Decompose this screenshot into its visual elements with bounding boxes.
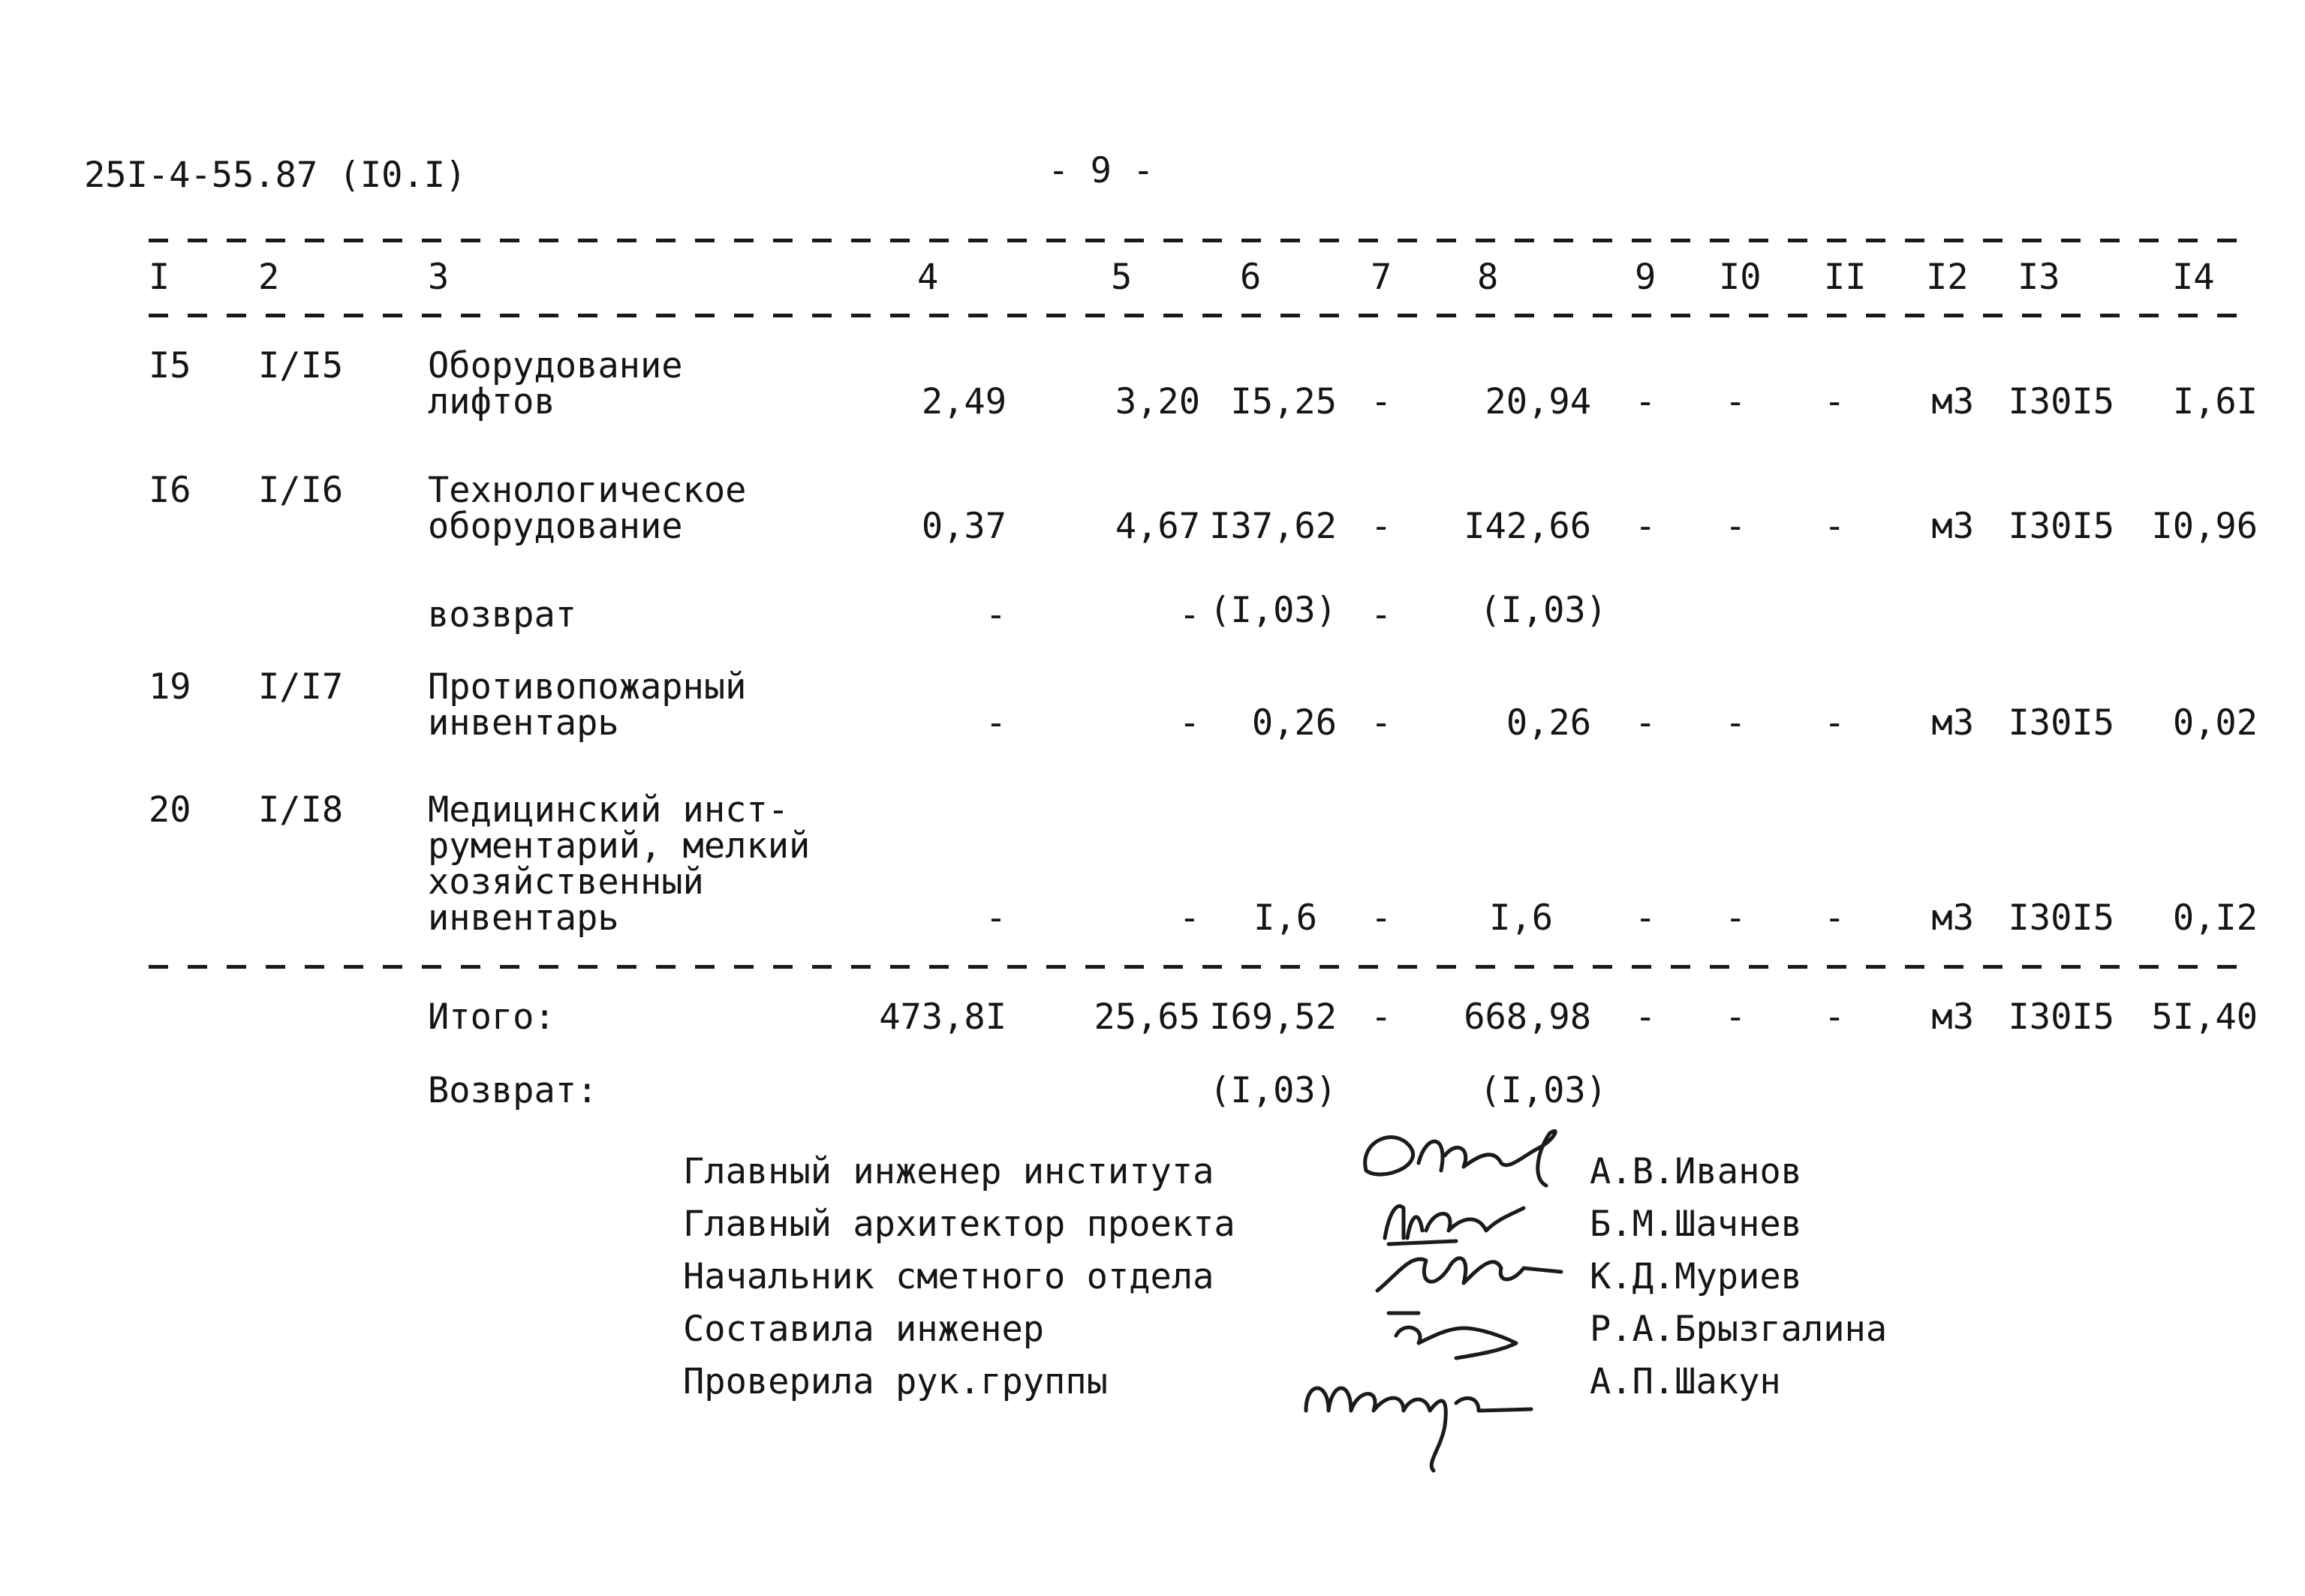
cell-col8: I,6 <box>1489 897 1553 939</box>
row-name-line: лифтов <box>428 381 555 422</box>
cell-col13: I30I5 <box>2008 702 2114 744</box>
signer-role: Главный инженер института <box>683 1151 1214 1192</box>
cell-col5: 4,67 <box>1115 506 1200 547</box>
total-col10: - <box>1725 996 1747 1038</box>
cell-col6: I37,62 <box>1209 506 1337 547</box>
table-header-rule <box>149 314 2250 317</box>
column-header: 5 <box>1111 257 1133 298</box>
cell-col7: - <box>1371 594 1392 636</box>
column-header: 9 <box>1635 257 1657 298</box>
column-header: I0 <box>1719 257 1762 298</box>
cell-col5: - <box>1178 702 1200 744</box>
cell-col14: 0,I2 <box>2172 897 2258 939</box>
column-header: 8 <box>1477 257 1499 298</box>
row-code: I/I5 <box>258 345 344 386</box>
column-header: I2 <box>1926 257 1969 298</box>
cell-col9: - <box>1635 506 1657 547</box>
total-col14: 5I,40 <box>2151 996 2258 1038</box>
column-header: 4 <box>917 257 939 298</box>
signer-name: Б.М.Шачнев <box>1590 1204 1802 1245</box>
column-header: I4 <box>2172 257 2215 298</box>
table-total-rule <box>149 965 2250 969</box>
row-code: I/I8 <box>258 789 344 831</box>
row-name-line: инвентарь <box>428 897 619 939</box>
cell-col7: - <box>1371 381 1392 422</box>
cell-col4: - <box>985 702 1007 744</box>
total-unit: м3 <box>1931 996 1974 1038</box>
cell-col13: I30I5 <box>2008 897 2114 939</box>
column-header: 7 <box>1371 257 1392 298</box>
row-name-line: рументарий, мелкий <box>428 825 811 867</box>
total-label: Итого: <box>428 996 555 1038</box>
cell-col10: - <box>1725 897 1747 939</box>
signer-role: Главный архитектор проекта <box>683 1204 1235 1245</box>
cell-col4: - <box>985 897 1007 939</box>
row-name-line: Медицинский инст- <box>428 789 790 831</box>
column-header: I <box>149 257 170 298</box>
cell-col4: 2,49 <box>921 381 1007 422</box>
cell-col6: 0,26 <box>1251 702 1337 744</box>
cell-col14: I,6I <box>2172 381 2258 422</box>
row-number: 20 <box>149 789 191 831</box>
total-col8: 668,98 <box>1464 996 1591 1038</box>
cell-col5: 3,20 <box>1115 381 1200 422</box>
cell-col8: 20,94 <box>1485 381 1591 422</box>
signer-role: Начальник сметного отдела <box>683 1256 1214 1297</box>
total-col9: - <box>1635 996 1657 1038</box>
row-name-line: Противопожарный <box>428 666 747 708</box>
row-code: I/I6 <box>258 470 344 511</box>
document-code: 25I-4-55.87 (I0.I) <box>84 155 467 196</box>
cell-col9: - <box>1635 702 1657 744</box>
column-header: 3 <box>428 257 450 298</box>
cell-col11: - <box>1824 381 1846 422</box>
signer-role: Составила инженер <box>683 1309 1045 1350</box>
column-header: 2 <box>258 257 280 298</box>
total-col7: - <box>1371 996 1392 1038</box>
cell-col11: - <box>1824 702 1846 744</box>
row-name-line: оборудование <box>428 506 683 547</box>
row-name-line: возврат <box>428 594 577 636</box>
column-header: I3 <box>2018 257 2060 298</box>
row-name-line: Технологическое <box>428 470 747 511</box>
row-number: 19 <box>149 666 191 708</box>
cell-col14: I0,96 <box>2151 506 2258 547</box>
total-col13: I30I5 <box>2008 996 2114 1038</box>
row-name-line: Оборудование <box>428 345 683 386</box>
cell-col8: (I,03) <box>1479 590 1607 631</box>
row-number: I6 <box>149 470 191 511</box>
cell-col8: I42,66 <box>1464 506 1591 547</box>
cell-col7: - <box>1371 506 1392 547</box>
signer-name: А.В.Иванов <box>1590 1151 1802 1192</box>
cell-col6: I,6 <box>1253 897 1317 939</box>
cell-col6: I5,25 <box>1230 381 1337 422</box>
cell-unit: м3 <box>1931 506 1974 547</box>
page-number: - 9 - <box>1048 150 1154 191</box>
signer-name: А.П.Шакун <box>1590 1361 1781 1402</box>
return-col8: (I,03) <box>1479 1070 1607 1111</box>
table-header-row <box>0 257 2305 298</box>
cell-col8: 0,26 <box>1506 702 1591 744</box>
cell-col13: I30I5 <box>2008 381 2114 422</box>
cell-col13: I30I5 <box>2008 506 2114 547</box>
signer-role: Проверила рук.группы <box>683 1361 1108 1402</box>
return-col6: (I,03) <box>1209 1070 1337 1111</box>
cell-col14: 0,02 <box>2172 702 2258 744</box>
cell-col7: - <box>1371 897 1392 939</box>
cell-col10: - <box>1725 506 1747 547</box>
return-label: Возврат: <box>428 1070 598 1111</box>
cell-col6: (I,03) <box>1209 590 1337 631</box>
signature-muriev <box>1366 1238 1576 1306</box>
row-name-line: хозяйственный <box>428 861 704 903</box>
cell-col10: - <box>1725 702 1747 744</box>
row-number: I5 <box>149 345 191 386</box>
cell-col11: - <box>1824 506 1846 547</box>
column-header: 6 <box>1240 257 1262 298</box>
cell-unit: м3 <box>1931 897 1974 939</box>
cell-col4: - <box>985 594 1007 636</box>
column-header: II <box>1824 257 1867 298</box>
total-col4: 473,8I <box>879 996 1007 1038</box>
signer-name: К.Д.Муриев <box>1590 1256 1802 1297</box>
cell-col11: - <box>1824 897 1846 939</box>
cell-col4: 0,37 <box>921 506 1007 547</box>
cell-col10: - <box>1725 381 1747 422</box>
cell-unit: м3 <box>1931 702 1974 744</box>
cell-col7: - <box>1371 702 1392 744</box>
total-col11: - <box>1824 996 1846 1038</box>
signature-ivanov <box>1351 1118 1576 1193</box>
signer-name: Р.А.Брызгалина <box>1590 1309 1888 1350</box>
table-top-rule <box>149 239 2250 242</box>
cell-col5: - <box>1178 594 1200 636</box>
cell-col9: - <box>1635 897 1657 939</box>
cell-unit: м3 <box>1931 381 1974 422</box>
row-code: I/I7 <box>258 666 344 708</box>
total-col5: 25,65 <box>1094 996 1200 1038</box>
cell-col5: - <box>1178 897 1200 939</box>
cell-col9: - <box>1635 381 1657 422</box>
signature-shakun <box>1291 1351 1546 1471</box>
row-name-line: инвентарь <box>428 702 619 744</box>
total-col6: I69,52 <box>1209 996 1337 1038</box>
